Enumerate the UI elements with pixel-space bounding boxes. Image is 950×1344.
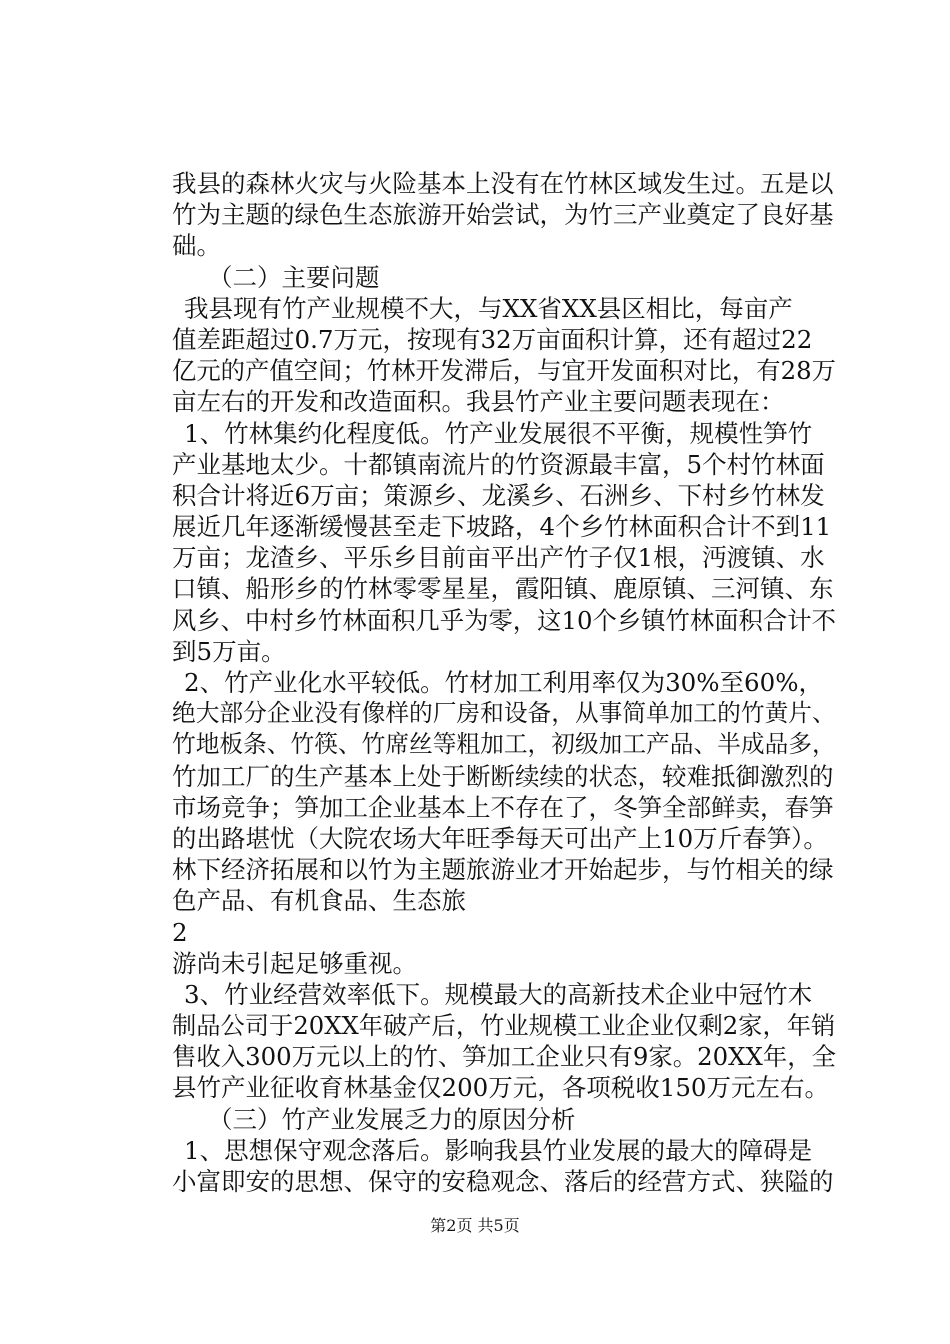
text-line: 到5万亩。 <box>172 636 286 666</box>
section-heading: （二）主要问题 <box>208 262 380 292</box>
text-line: 竹为主题的绿色生态旅游开始尝试，为竹三产业奠定了良好基 <box>172 200 834 230</box>
text-line: 我县现有竹产业规模不大，与XX省XX县区相比，每亩产 <box>184 293 793 323</box>
document-body <box>172 168 836 1197</box>
text-line: 游尚未引起足够重视。 <box>172 948 417 978</box>
text-line: 础。 <box>172 231 221 261</box>
text-line: 产业基地太少。十都镇南流片的竹资源最丰富，5个村竹林面 <box>172 449 825 479</box>
text-line: 2、竹产业化水平较低。竹材加工利用率仅为30%至60%， <box>184 668 823 697</box>
text-line: 风乡、中村乡竹林面积几乎为零，这10个乡镇竹林面积合计不 <box>172 605 836 635</box>
text-line: 售收入300万元以上的竹、笋加工企业只有9家。20XX年，全 <box>172 1042 837 1072</box>
text-line: 市场竞争；笋加工企业基本上不存在了，冬笋全部鲜卖，春笋 <box>172 792 834 822</box>
text-line: 值差距超过0.7万元，按现有32万亩面积计算，还有超过22 <box>172 324 813 354</box>
text-line: 绝大部分企业没有像样的厂房和设备，从事简单加工的竹黄片、 <box>172 699 836 728</box>
text-line: 亿元的产值空间；竹林开发滞后，与宜开发面积对比，有28万 <box>172 356 836 386</box>
text-line: 1、竹林集约化程度低。竹产业发展很不平衡，规模性笋竹 <box>184 418 813 448</box>
text-line: 小富即安的思想、保守的安稳观念、落后的经营方式、狭隘的 <box>172 1167 834 1196</box>
inline-page-number: 2 <box>172 917 188 947</box>
text-line: 万亩；龙渣乡、平乐乡目前亩平出产竹子仅1根，沔渡镇、水 <box>172 543 825 573</box>
text-line: 县竹产业征收育林基金仅200万元，各项税收150万元左右。 <box>172 1073 830 1103</box>
text-line: 的出路堪忧（大院农场大年旺季每天可出产上10万斤春笋）。 <box>172 823 828 853</box>
text-line: 3、竹业经营效率低下。规模最大的高新技术企业中冠竹木 <box>184 979 813 1009</box>
text-line: 竹地板条、竹筷、竹席丝等粗加工，初级加工产品、半成品多， <box>172 730 836 759</box>
text-line: 我县的森林火灾与火险基本上没有在竹林区域发生过。五是以 <box>172 169 834 198</box>
section-heading: （三）竹产业发展乏力的原因分析 <box>208 1104 576 1134</box>
text-line: 口镇、船形乡的竹林零零星星，霞阳镇、鹿原镇、三河镇、东 <box>172 574 834 604</box>
text-line: 林下经济拓展和以竹为主题旅游业才开始起步，与竹相关的绿 <box>172 855 834 885</box>
text-line: 展近几年逐渐缓慢甚至走下坡路，4个乡竹林面积合计不到11 <box>172 512 832 542</box>
text-line: 亩左右的开发和改造面积。我县竹产业主要问题表现在： <box>172 387 785 417</box>
text-line: 色产品、有机食品、生态旅 <box>172 886 466 916</box>
text-line: 1、思想保守观念落后。影响我县竹业发展的最大的障碍是 <box>184 1135 813 1165</box>
text-line: 竹加工厂的生产基本上处于断断续续的状态，较难抵御激烈的 <box>172 761 834 791</box>
text-line: 制品公司于20XX年破产后，竹业规模工业企业仅剩2家，年销 <box>172 1011 836 1041</box>
text-line: 积合计将近6万亩；策源乡、龙溪乡、石洲乡、下村乡竹林发 <box>172 480 825 510</box>
page-footer: 第2页 共5页 <box>430 1216 520 1235</box>
